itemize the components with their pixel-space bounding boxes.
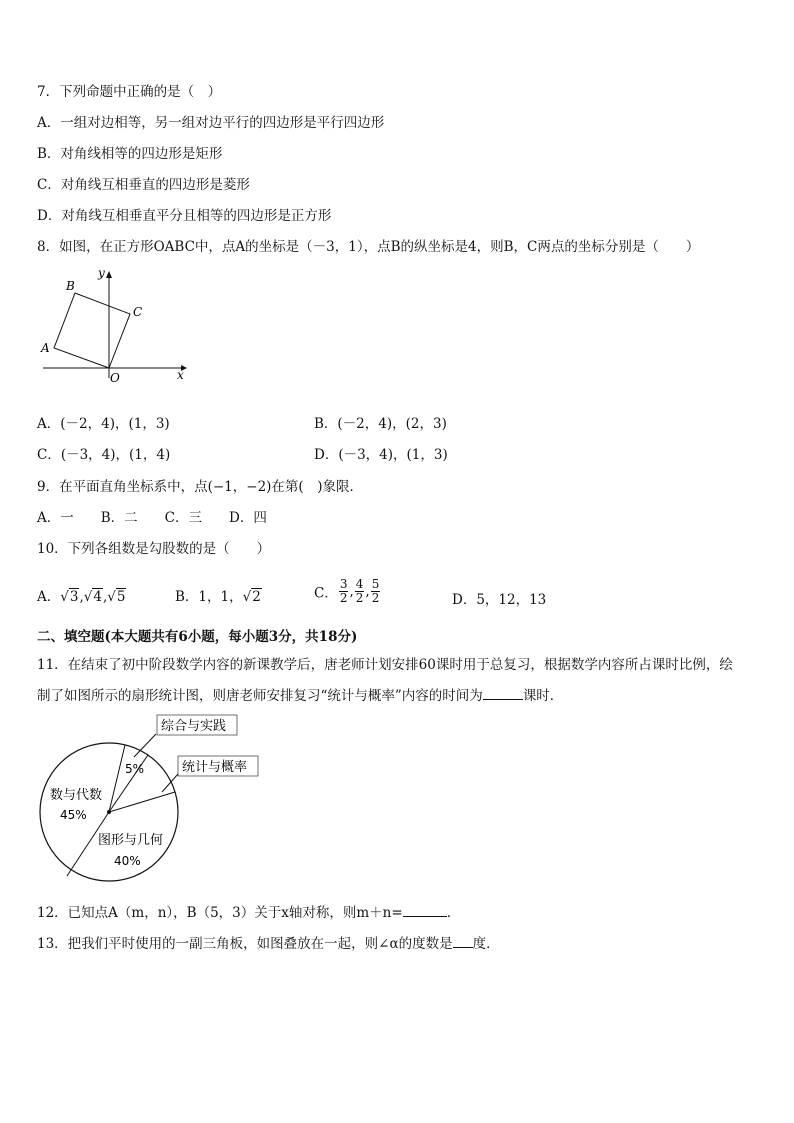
label-c: C <box>133 305 143 319</box>
q10-c-frac-2: $\frac{4}{2}$ <box>355 577 364 605</box>
label-b: B <box>66 279 75 293</box>
q11-line-2-text: 制了如图所示的扇形统计图，则唐老师安排复习“统计与概率”内容的时间为 <box>37 688 483 704</box>
q8-option-b: B．(－2，4)，(2，3) <box>314 416 447 432</box>
q8-option-d: D．(－3，4)，(1，3) <box>314 447 448 463</box>
q10-c-frac-1: $\frac{3}{2}$ <box>339 577 348 605</box>
q13-text <box>37 935 500 953</box>
q12-answer-blank[interactable] <box>403 904 447 917</box>
q11-pie-chart <box>30 712 290 882</box>
pct-practice: 5% <box>125 762 145 776</box>
q7-option-a: A．一组对边相等，另一组对边平行的四边形是平行四边形 <box>37 115 385 131</box>
q10-option-d: D．5，12，13 <box>452 592 547 608</box>
pie-divider-stats-geometry <box>109 792 175 812</box>
q10-a-val-1: 3 <box>69 589 79 605</box>
q7-option-c: C．对角线互相垂直的四边形是菱形 <box>37 177 250 193</box>
q13-text-main: 13．把我们平时使用的一副三角板，如图叠放在一起，则∠α的度数是 <box>37 936 453 952</box>
label-y: y <box>98 266 105 280</box>
q7-option-b: B．对角线相等的四边形是矩形 <box>37 146 223 162</box>
q13-answer-blank[interactable] <box>453 935 473 948</box>
q10-b-radicand: 2 <box>252 589 261 605</box>
q8-option-c: C．(－3，4)，(1，4) <box>37 447 171 463</box>
label-o: O <box>110 371 120 385</box>
square-oabc <box>54 293 130 368</box>
y-axis-arrow-icon <box>106 271 112 278</box>
q10-option-c: C． $\frac{3}{2}$ , $\frac{4}{2}$ , $\frac{5}{2}$ <box>314 577 380 605</box>
label-stats: 统计与概率 <box>182 760 248 775</box>
q11-line-1: 11．在结束了初中阶段数学内容的新课教学后，唐老师计划安排60课时用于总复习，根据数学内容所占课时比例，绘 <box>37 657 733 673</box>
pie-divider-algebra-practice <box>109 745 125 812</box>
q9-stem: 9．在平面直角坐标系中，点(−1，−2)在第( )象限． <box>37 479 363 495</box>
callout-stats <box>162 774 178 792</box>
q12-text-suffix: ． <box>446 905 461 921</box>
q12-text-main: 12．已知点A（m，n），B（5，3）关于x轴对称，则m＋n= <box>37 905 403 921</box>
section-2-heading: 二、填空题(本大题共有6小题，每小题3分，共18分) <box>37 629 358 645</box>
label-geometry: 图形与几何 <box>98 833 164 848</box>
q10-a-val-3: 5 <box>116 589 126 605</box>
label-algebra: 数与代数 <box>50 788 103 803</box>
q12-text <box>37 904 460 922</box>
q8-coordinate-figure <box>37 266 197 386</box>
q10-c-frac-3: $\frac{5}{2}$ <box>371 577 380 605</box>
pct-geometry: 40% <box>114 854 141 868</box>
q11-answer-blank[interactable] <box>483 687 523 700</box>
label-a: A <box>41 341 50 355</box>
q10-stem: 10．下列各组数是勾股数的是（ ） <box>37 541 271 557</box>
q10-option-a: A．√3,√4,√5 <box>37 589 126 605</box>
q8-option-a: A．(－2，4)，(1，3) <box>37 416 170 432</box>
q10-a-val-2: 4 <box>93 589 102 605</box>
pie-center-dot <box>107 810 111 814</box>
q10-option-b: B．1，1，√2 <box>175 589 261 605</box>
q13-text-suffix: 度． <box>472 936 500 952</box>
pct-algebra: 45% <box>60 808 87 822</box>
q11-line-2 <box>37 687 563 705</box>
q9-options: A．一 B．二 C．三 D．四 <box>37 510 267 526</box>
q10-option-b-label: B．1，1， <box>175 589 243 605</box>
q7-stem: 7．下列命题中正确的是（ ） <box>37 84 222 100</box>
q11-line-2-suffix: 课时． <box>522 688 564 704</box>
q7-option-d: D．对角线互相垂直平分且相等的四边形是正方形 <box>37 208 332 224</box>
q10-option-a-label: A． <box>37 589 61 605</box>
q10-option-c-label: C． <box>314 585 338 602</box>
label-x: x <box>177 368 184 382</box>
q8-stem: 8．如图，在正方形OABC中，点A的坐标是（－3，1），点B的纵坐标是4，则B，C两点的坐标分别是（ ） <box>37 239 700 255</box>
label-practice: 综合与实践 <box>161 719 227 734</box>
